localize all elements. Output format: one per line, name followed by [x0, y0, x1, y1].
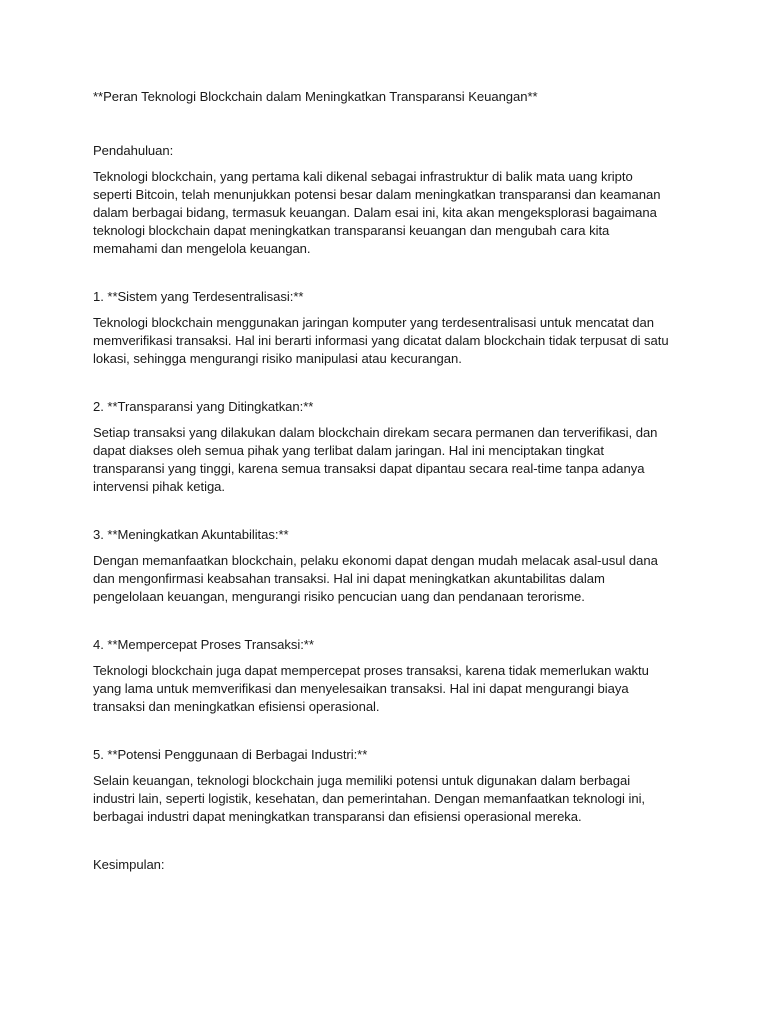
paragraph-line: transaksi dan meningkatkan efisiensi operasional.	[93, 699, 380, 714]
section-speed	[93, 636, 683, 716]
paragraph-line: dalam berbagai bidang, termasuk keuangan. Dalam esai ini, kita akan mengeksplorasi bagaimana	[93, 205, 657, 220]
section-heading: 5. **Potensi Penggunaan di Berbagai Industri:**	[93, 747, 368, 762]
paragraph-line: Dengan memanfaatkan blockchain, pelaku ekonomi dapat dengan mudah melacak asal-usul dana	[93, 553, 658, 568]
section-heading: 2. **Transparansi yang Ditingkatkan:**	[93, 399, 314, 414]
paragraph-line: Teknologi blockchain juga dapat mempercepat proses transaksi, karena tidak memerlukan waktu	[93, 663, 649, 678]
conclusion-heading: Kesimpulan:	[93, 857, 165, 872]
paragraph-line: teknologi blockchain dapat meningkatkan transparansi keuangan dan mengubah cara kita	[93, 223, 610, 238]
intro-paragraph	[93, 168, 683, 258]
intro-heading: Pendahuluan:	[93, 143, 174, 158]
paragraph-line: Selain keuangan, teknologi blockchain juga memiliki potensi untuk digunakan dalam berbagai	[93, 773, 631, 788]
paragraph-line: transparansi yang tinggi, karena semua transaksi dapat dipantau secara real-time tanpa adanya	[93, 461, 645, 476]
section-paragraph	[93, 552, 683, 606]
section-heading: 1. **Sistem yang Terdesentralisasi:**	[93, 289, 304, 304]
document-title: **Peran Teknologi Blockchain dalam Meningkatkan Transparansi Keuangan**	[93, 89, 538, 104]
paragraph-line: seperti Bitcoin, telah menunjukkan potensi besar dalam meningkatkan transparansi dan keamanan	[93, 187, 661, 202]
paragraph-line: Setiap transaksi yang dilakukan dalam blockchain direkam secara permanen dan terverifikasi, dan	[93, 425, 658, 440]
section-paragraph	[93, 662, 683, 716]
paragraph-line: pengelolaan keuangan, mengurangi risiko pencucian uang dan pendanaan terorisme.	[93, 589, 585, 604]
paragraph-line: yang lama untuk memverifikasi dan menyelesaikan transaksi. Hal ini dapat mengurangi biaya	[93, 681, 629, 696]
paragraph-line: berbagai industri dapat meningkatkan transparansi dan efisiensi operasional mereka.	[93, 809, 582, 824]
paragraph-line: Teknologi blockchain menggunakan jaringan komputer yang terdesentralisasi untuk mencatat dan	[93, 315, 654, 330]
document-content	[93, 88, 683, 874]
section-paragraph	[93, 772, 683, 826]
section-paragraph	[93, 424, 683, 496]
paragraph-line: Teknologi blockchain, yang pertama kali dikenal sebagai infrastruktur di balik mata uang kripto	[93, 169, 633, 184]
paragraph-line: intervensi pihak ketiga.	[93, 479, 225, 494]
section-transparency	[93, 398, 683, 496]
section-accountability	[93, 526, 683, 606]
section-heading: 3. **Meningkatkan Akuntabilitas:**	[93, 527, 289, 542]
section-industries	[93, 746, 683, 826]
paragraph-line: memahami dan mengelola keuangan.	[93, 241, 311, 256]
section-decentralized	[93, 288, 683, 368]
section-paragraph	[93, 314, 683, 368]
section-heading: 4. **Mempercepat Proses Transaksi:**	[93, 637, 314, 652]
paragraph-line: lokasi, sehingga mengurangi risiko manipulasi atau kecurangan.	[93, 351, 462, 366]
paragraph-line: dan mengonfirmasi keabsahan transaksi. Hal ini dapat meningkatkan akuntabilitas dalam	[93, 571, 605, 586]
paragraph-line: dapat diakses oleh semua pihak yang terlibat dalam jaringan. Hal ini menciptakan tingkat	[93, 443, 604, 458]
paragraph-line: industri lain, seperti logistik, kesehatan, dan pemerintahan. Dengan memanfaatkan teknologi ini,	[93, 791, 646, 806]
paragraph-line: memverifikasi transaksi. Hal ini berarti informasi yang dicatat dalam blockchain tidak terpusat di satu	[93, 333, 669, 348]
